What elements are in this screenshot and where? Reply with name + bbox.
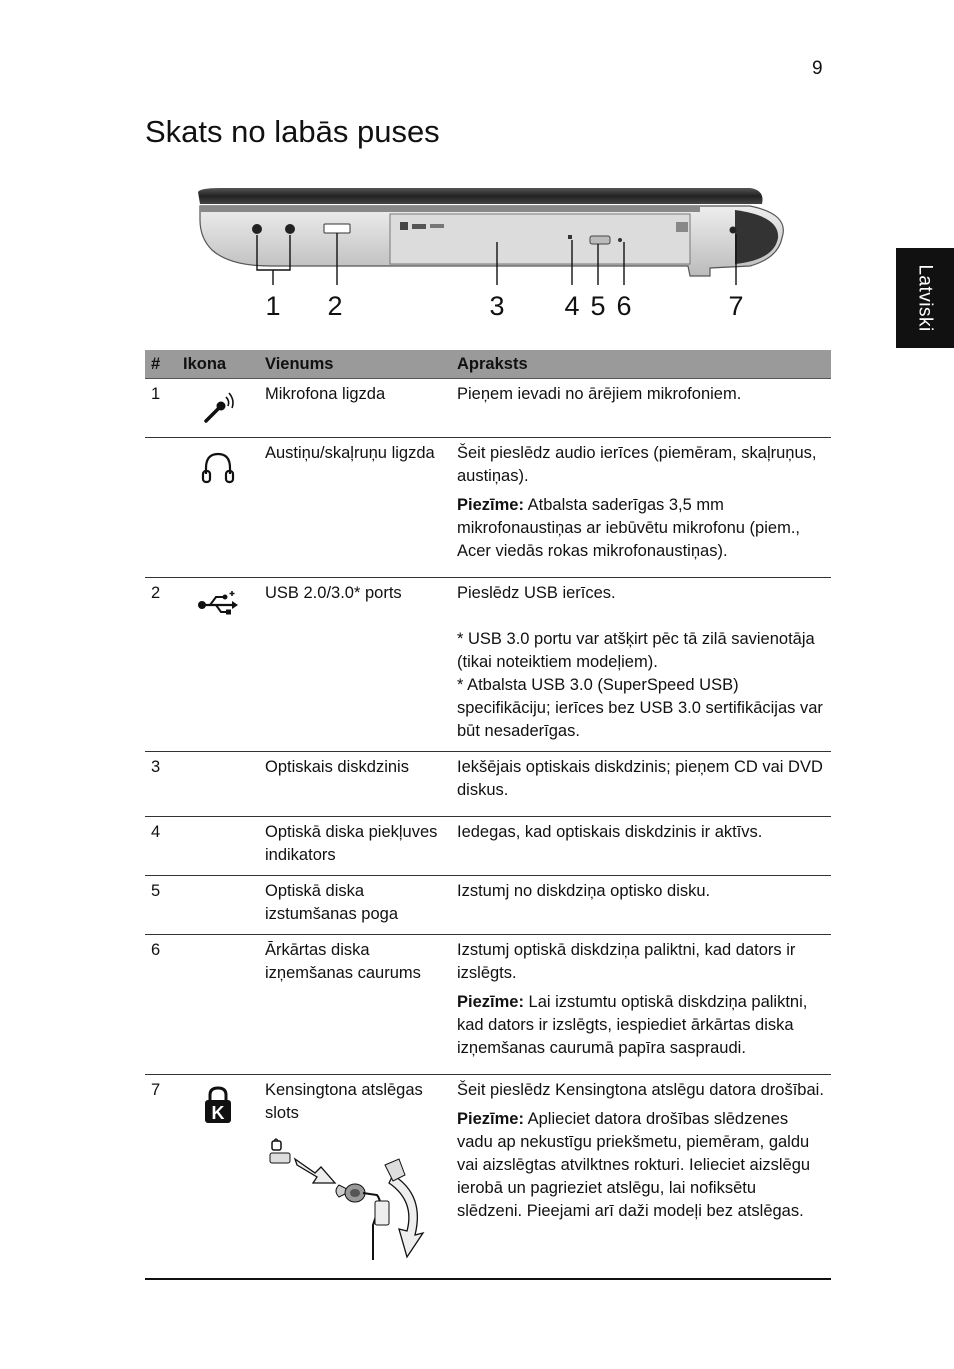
table-row [145, 578, 831, 752]
note-text: Atbalsta saderīgas 3,5 mm mikrofonaustiņas ar iebūvētu mikrofonu (piem., Acer viedās rokas mikrofonaustiņas). [457, 496, 800, 560]
callout-7: 7 [728, 291, 744, 321]
callout-6: 6 [616, 291, 632, 321]
row-num: 1 [151, 385, 161, 403]
mic-jack-shape [252, 224, 262, 234]
row-item: Mikrofona ligzda [265, 385, 386, 403]
table-row [145, 379, 831, 438]
language-tab-label: Latviski [915, 264, 937, 332]
usb-icon [196, 588, 240, 618]
table-row [145, 438, 831, 578]
row-num [145, 438, 177, 578]
row-item: Austiņu/skaļruņu ligzda [259, 438, 451, 578]
headphones-icon [198, 448, 238, 488]
kensington-slot-shape [730, 227, 737, 234]
header-description: Apraksts [451, 350, 831, 379]
table-row [145, 1075, 831, 1280]
row-description: Izstumj no diskdziņa optisko disku. [457, 882, 711, 900]
table-row [145, 817, 831, 876]
row-description: Pieņem ievadi no ārējiem mikrofoniem. [457, 385, 742, 403]
row-description: Iekšējais optiskais diskdzinis; pieņem CD vai DVD diskus. [457, 758, 823, 799]
header-icon: Ikona [177, 350, 259, 379]
note-label: Piezīme: [457, 496, 524, 514]
row-num: 2 [145, 578, 177, 752]
headphone-jack-shape [285, 224, 295, 234]
row-description: Iedegas, kad optiskais diskdzinis ir aktīvs. [457, 823, 763, 841]
language-tab [896, 248, 954, 348]
drive-indicator-shape [568, 235, 572, 239]
usb-note-1: * USB 3.0 portu var atšķirt pēc tā zilā savienotāja (tikai noteiktiem modeļiem). [457, 630, 815, 671]
optical-drive-shape [390, 214, 690, 264]
note-text: Aplieciet datora drošības slēdzenes vadu ap nekustīgu priekšmetu, piemēram, galdu vai aizslēgtas atvilktnes rokturi. Ielieciet aizslēgu ierobā un pagrieziet atslēgu, lai nofiksētu slēdzeni. Pieejami arī daži modeļi bez atslēgas. [457, 1110, 811, 1220]
callout-1: 1 [265, 291, 281, 321]
table-row [145, 752, 831, 817]
table-row [145, 876, 831, 935]
row-item: Optiskā diska izstumšanas poga [259, 876, 451, 935]
row-num: 5 [145, 876, 177, 935]
header-item: Vienums [259, 350, 451, 379]
callout-2: 2 [327, 291, 343, 321]
row-num: 6 [145, 935, 177, 1075]
callout-3: 3 [489, 291, 505, 321]
callout-5: 5 [590, 291, 606, 321]
row-description: Šeit pieslēdz Kensingtona atslēgu datora drošībai. [457, 1081, 824, 1099]
row-item: Optiskā diska piekļuves indikators [259, 817, 451, 876]
row-num: 7 [145, 1075, 177, 1280]
row-description: Izstumj optiskā diskdziņa paliktni, kad dators ir izslēgts. [457, 941, 796, 982]
microphone-icon [198, 389, 238, 429]
callout-4: 4 [564, 291, 580, 321]
row-num: 4 [145, 817, 177, 876]
usb-port-shape [324, 224, 350, 233]
row-item: Kensingtona atslēgas slots [265, 1081, 423, 1122]
ports-table [145, 350, 831, 1280]
eject-button-shape [590, 236, 610, 244]
row-description: Pieslēdz USB ierīces. [457, 584, 616, 602]
usb-note-2: * Atbalsta USB 3.0 (SuperSpeed USB) specifikāciju; ierīces bez USB 3.0 sertifikācijas var būt nesaderīgas. [457, 676, 823, 740]
table-header-row [145, 350, 831, 379]
svg-text:K: K [211, 1103, 225, 1123]
kensington-lock-icon [201, 1085, 235, 1125]
note-label: Piezīme: [457, 1110, 524, 1128]
row-item: Ārkārtas diska izņemšanas caurums [259, 935, 451, 1075]
note-label: Piezīme: [457, 993, 524, 1011]
emergency-eject-hole-shape [618, 238, 622, 242]
row-item: USB 2.0/3.0* ports [259, 578, 451, 752]
table-row [145, 935, 831, 1075]
page-number: 9 [812, 58, 823, 79]
laptop-right-side-illustration [190, 180, 790, 330]
kensington-lock-installation-illustration [265, 1135, 435, 1270]
row-item: Optiskais diskdzinis [259, 752, 451, 817]
page-title: Skats no labās puses [145, 114, 440, 149]
header-num: # [145, 350, 177, 379]
row-description: Šeit pieslēdz audio ierīces (piemēram, skaļruņus, austiņas). [457, 444, 817, 485]
note-text: Lai izstumtu optiskā diskdziņa paliktni, kad dators ir izslēgts, iespiediet ārkārtas diska izņemšanas caurumā papīra saspraudi. [457, 993, 808, 1057]
row-num: 3 [145, 752, 177, 817]
